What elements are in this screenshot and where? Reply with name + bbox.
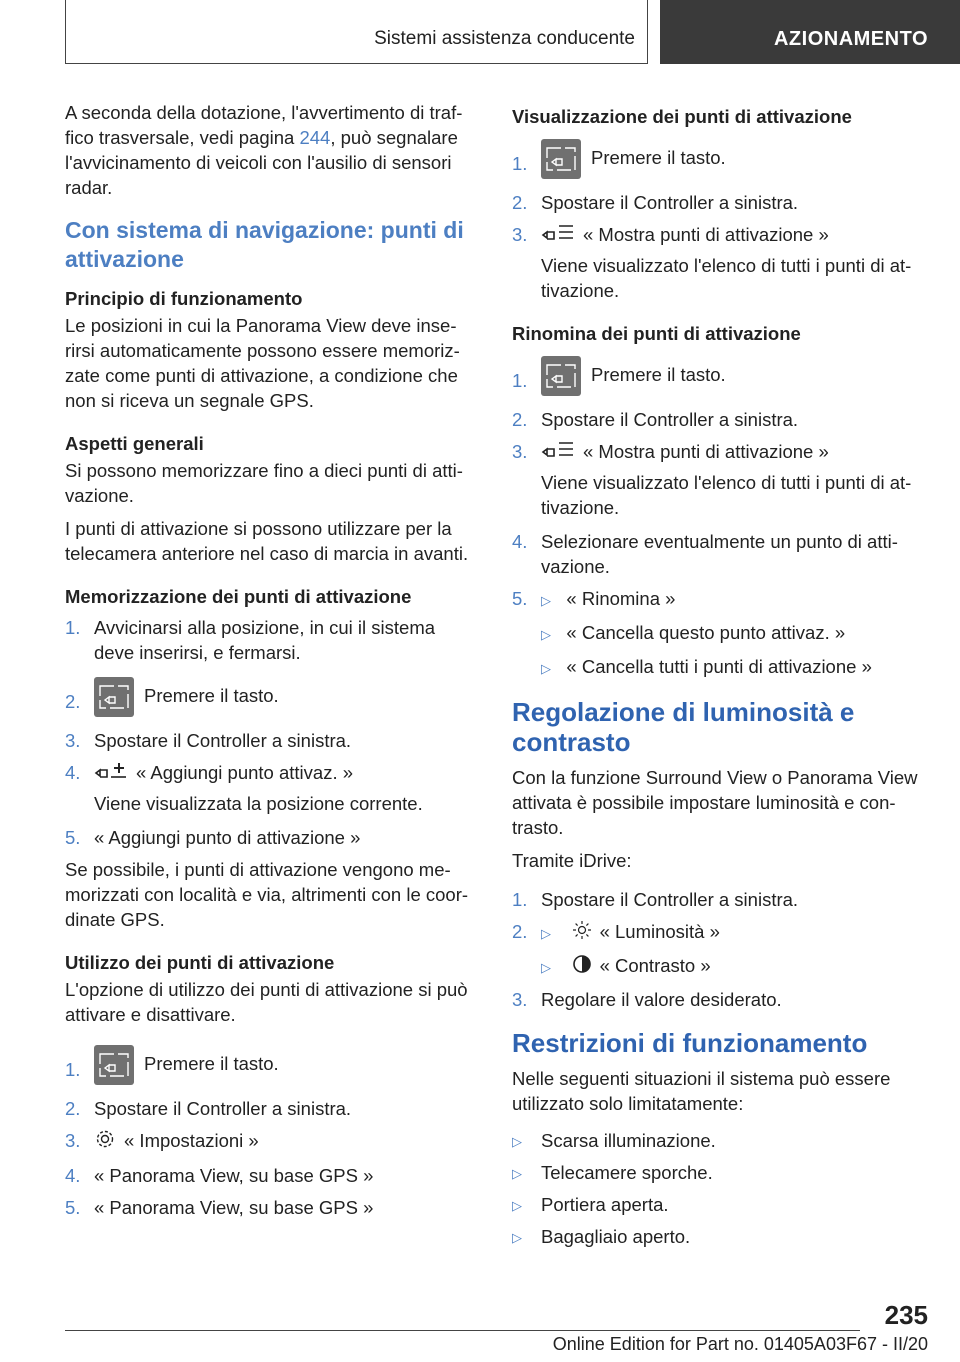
heading-memorizzazione: Memorizzazione dei punti di attivazione: [65, 586, 412, 607]
heading-principio: Principio di funzionamento: [65, 288, 303, 309]
camera-button-icon: [94, 677, 134, 717]
list-item: ▷ « Contrasto »: [512, 953, 932, 980]
footer-divider: [65, 1330, 860, 1331]
step-sub-text: Viene visualizzato l'elenco di tutti i punti di attivazione.: [541, 255, 912, 302]
heading-aspetti: Aspetti generali: [65, 433, 204, 454]
gear-icon: [94, 1128, 116, 1156]
step-sub-text: Viene visualizzata la posizione corrente.: [94, 793, 423, 815]
list-item: 5. ▷ « Rinomina »: [512, 588, 676, 610]
page-link-244[interactable]: 244: [299, 127, 331, 148]
list-item: 5. « Aggiungi punto di attivazione »: [65, 827, 361, 849]
list-item: 1. Premere il tasto.: [65, 1045, 480, 1089]
header-chapter-box: [660, 0, 960, 64]
list-item: 5. « Panorama View, su base GPS »: [65, 1197, 374, 1219]
paragraph-lum-2: Tramite iDrive:: [512, 850, 632, 872]
list-item: 1. Spostare il Controller a sinistra.: [512, 889, 799, 911]
paragraph-aspetti-1: Si possono memorizzare fino a dieci punti di attivazione.: [65, 460, 463, 506]
list-item: ▷ Telecamere sporche.: [512, 1162, 713, 1184]
list-item: ▷ Bagagliaio aperto.: [512, 1226, 691, 1248]
list-item: 3. « Mostra punti di attivazione »: [512, 222, 932, 249]
header-section-box: [65, 0, 648, 64]
list-item: 4. « Aggiungi punto attivaz. »: [65, 760, 480, 787]
contrast-icon: [572, 954, 592, 980]
left-column: [65, 100, 480, 1227]
heading-luminosita-contrasto: Regolazione di luminosità e contrasto: [512, 697, 855, 758]
step-sub-text: Viene visualizzato l'elenco di tutti i punti di attivazione.: [541, 472, 912, 519]
footer-edition: Online Edition for Part no. 01405A03F67 - II/20: [552, 1334, 928, 1354]
list-item: 1. Avvicinarsi alla posizione, in cui il sistema deve inserirsi, e fermarsi.: [65, 617, 436, 663]
camera-button-icon: [541, 139, 581, 179]
list-item: 3. « Mostra punti di attivazione »: [512, 439, 932, 466]
list-item: 2. Spostare il Controller a sinistra.: [65, 1098, 352, 1120]
right-column: [512, 100, 932, 1256]
camera-button-icon: [541, 356, 581, 396]
camera-button-icon: [94, 1045, 134, 1085]
list-item: ▷ Scarsa illuminazione.: [512, 1130, 716, 1152]
heading-rinomina: Rinomina dei punti di attivazione: [512, 323, 801, 345]
paragraph-utilizzo: L'opzione di utilizzo dei punti di attivazione si può attivare e disattivare.: [65, 979, 468, 1026]
list-item: 2. Premere il tasto.: [65, 677, 480, 721]
list-item: 3. Regolare il valore desiderato.: [512, 989, 782, 1011]
header-chapter-title: AZIONAMENTO: [773, 28, 928, 50]
list-item: 4. « Panorama View, su base GPS »: [65, 1165, 374, 1187]
intro-paragraph: A seconda della dotazione, l'avvertimento di traffico trasversale, vedi pagina 244, può segnalare l'avvicinamento di veicoli con l'ausilio di sensori radar.: [65, 102, 463, 198]
heading-utilizzo: Utilizzo dei punti di attivazione: [65, 952, 335, 974]
list-item: 3. Spostare il Controller a sinistra.: [65, 730, 352, 751]
list-item: ▷ « Cancella tutti i punti di attivazione »: [541, 656, 872, 678]
paragraph-restrizioni: Nelle seguenti situazioni il sistema può essere utilizzato solo limitatamente:: [512, 1068, 891, 1115]
camera-list-icon: [541, 223, 575, 249]
camera-add-icon: [94, 761, 128, 787]
list-item: 2. Spostare il Controller a sinistra.: [512, 409, 799, 431]
brightness-icon: [572, 920, 592, 946]
list-item: 4. Selezionare eventualmente un punto di attivazione.: [512, 531, 898, 578]
paragraph-lum-1: Con la funzione Surround View o Panorama View attivata è possibile impostare luminosità e contrasto.: [512, 767, 918, 839]
list-item: 1. Premere il tasto.: [512, 356, 932, 400]
heading-visualizzazione: Visualizzazione dei punti di attivazione: [512, 106, 852, 127]
list-item: 3. « Impostazioni »: [65, 1128, 480, 1156]
paragraph-aspetti-2: I punti di attivazione si possono utilizzare per la telecamera anteriore nel caso di marcia in avanti.: [65, 518, 469, 564]
header-section-title: Sistemi assistenza conducente: [374, 28, 635, 49]
page-number: 235: [884, 1300, 928, 1330]
heading-navigation-activation-points: Con sistema di navigazione: punti di attivazione: [65, 217, 464, 272]
heading-restrizioni: Restrizioni di funzionamento: [512, 1028, 868, 1059]
list-item: 2. ▷ « Luminosità »: [512, 919, 932, 946]
list-item: 2. Spostare il Controller a sinistra.: [512, 192, 799, 213]
list-item: 1. Premere il tasto.: [512, 139, 932, 183]
paragraph-principio: Le posizioni in cui la Panorama View deve inserirsi automaticamente possono essere memorizzate come punti di attivazione, a condizione che non si riceva un segnale GPS.: [65, 315, 460, 411]
camera-list-icon: [541, 440, 575, 466]
list-item: ▷ Portiera aperta.: [512, 1194, 669, 1216]
paragraph-memo-after: Se possibile, i punti di attivazione vengono memorizzati con località e via, altrimenti con le coordinate GPS.: [65, 859, 469, 931]
list-item: ▷ « Cancella questo punto attivaz. »: [541, 622, 846, 644]
